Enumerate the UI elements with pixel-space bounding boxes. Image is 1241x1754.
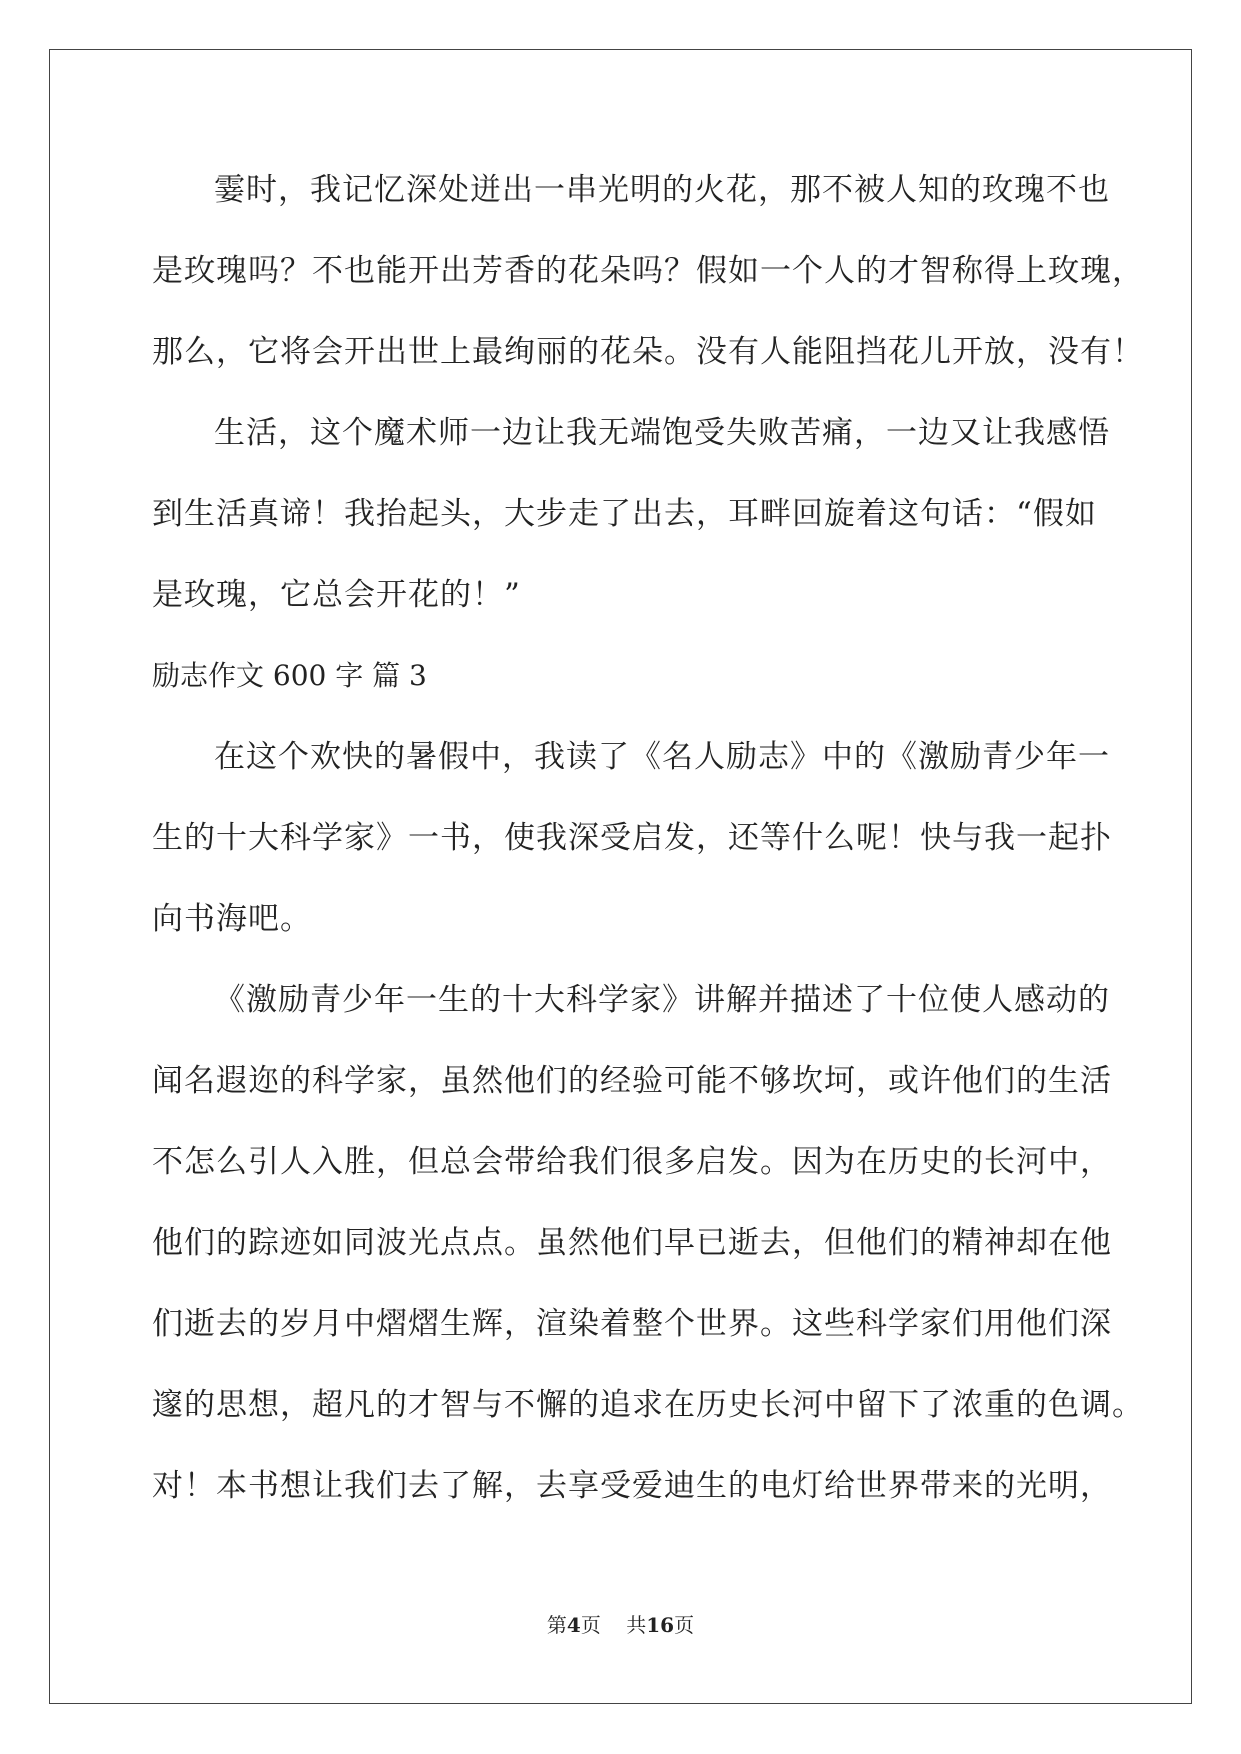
paragraph-line: 到生活真谛！我抬起头，大步走了出去，耳畔回旋着这句话：“假如	[152, 496, 1097, 532]
paragraph-line: 是玫瑰，它总会开花的！”	[152, 577, 521, 613]
paragraph-line: 们逝去的岁月中熠熠生辉，渲染着整个世界。这些科学家们用他们深	[152, 1306, 1112, 1342]
paragraph-line: 《激励青少年一生的十大科学家》讲解并描述了十位使人感动的	[214, 982, 1110, 1018]
paragraph-line: 那么，它将会开出世上最绚丽的花朵。没有人能阻挡花儿开放，没有！	[152, 334, 1144, 370]
paragraph-line: 霎时，我记忆深处迸出一串光明的火花，那不被人知的玫瑰不也	[214, 172, 1110, 208]
section-heading: 励志作文 600 字 篇 3	[152, 659, 427, 692]
total-prefix: 共	[626, 1613, 647, 1637]
paragraph-line: 生活，这个魔术师一边让我无端饱受失败苦痛，一边又让我感悟	[214, 415, 1110, 451]
paragraph-line: 闻名遐迩的科学家，虽然他们的经验可能不够坎坷，或许他们的生活	[152, 1063, 1112, 1099]
total-suffix: 页	[674, 1613, 695, 1637]
page-number: 4	[566, 1613, 581, 1637]
total-pages: 16	[646, 1613, 675, 1637]
paragraph-line: 对！本书想让我们去了解，去享受爱迪生的电灯给世界带来的光明，	[152, 1468, 1112, 1504]
paragraph-line: 他们的踪迹如同波光点点。虽然他们早已逝去，但他们的精神却在他	[152, 1225, 1112, 1261]
paragraph-line: 生的十大科学家》一书，使我深受启发，还等什么呢！快与我一起扑	[152, 820, 1112, 856]
paragraph-line: 邃的思想，超凡的才智与不懈的追求在历史长河中留下了浓重的色调。	[152, 1387, 1144, 1423]
page-suffix: 页	[580, 1613, 601, 1637]
page-footer	[0, 1610, 1241, 1640]
page-border	[49, 49, 1192, 1704]
page-prefix: 第	[546, 1613, 567, 1637]
paragraph-line: 向书海吧。	[152, 901, 312, 937]
paragraph-line: 在这个欢快的暑假中，我读了《名人励志》中的《激励青少年一	[214, 739, 1110, 775]
paragraph-line: 不怎么引人入胜，但总会带给我们很多启发。因为在历史的长河中，	[152, 1144, 1112, 1180]
paragraph-line: 是玫瑰吗？不也能开出芳香的花朵吗？假如一个人的才智称得上玫瑰，	[152, 253, 1144, 289]
